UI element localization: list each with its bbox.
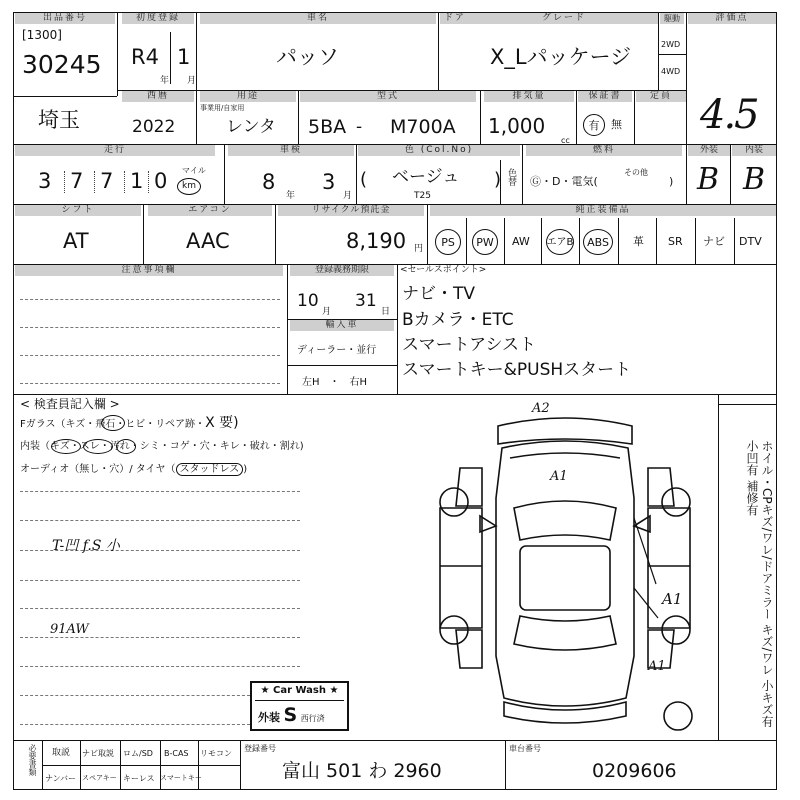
label-usage: 用途: [200, 91, 296, 102]
carwash-stamp: [250, 681, 349, 731]
diagram-mark-a1: A1: [550, 469, 568, 484]
displacement-value: 1,000: [488, 114, 546, 138]
handwritten-note-2: 91AW: [50, 622, 89, 637]
label-capacity: 定員: [636, 91, 686, 102]
year: 2022: [132, 117, 176, 137]
label-recycle: リサイクル預託金: [278, 205, 424, 216]
mileage-digit: 7: [70, 169, 84, 193]
footer-label-required: 必要書類: [28, 744, 37, 776]
drive-4wd: 4WD: [661, 67, 681, 76]
glass-mark: X 要): [205, 415, 239, 431]
recycle-unit: 円: [414, 244, 424, 254]
label-mileage: 走行: [15, 145, 215, 156]
warranty-yes: [583, 114, 605, 136]
shaken-year-unit: 年: [286, 191, 296, 201]
footer-label-spare-key: スペアキー: [82, 774, 117, 782]
label-aircon: エアコン: [148, 205, 272, 216]
prefecture: 埼玉: [38, 108, 80, 132]
tire-text: スタッドレス: [176, 463, 244, 476]
equipment-list: [428, 218, 776, 264]
label-warranty: 保証書: [578, 91, 632, 102]
label-car-name: 車名: [200, 13, 436, 24]
mileage-unit-km: [177, 178, 201, 195]
equip-abs: [583, 229, 613, 255]
interior-circle-3: [116, 439, 136, 454]
import-handle: 左H ・ 右H: [302, 377, 368, 388]
model-sep: -: [356, 117, 363, 137]
deadline-month-unit: 月: [322, 307, 332, 317]
label-notes: 注意事項欄: [15, 265, 283, 276]
shaken-month: 3: [322, 170, 336, 194]
equip-label: エアB: [546, 236, 574, 248]
sales-point-2: Bカメラ・ETC: [402, 310, 514, 330]
label-lot-no: 出品番号: [15, 13, 115, 24]
footer-label-remote: リモコン: [200, 749, 232, 758]
warranty-yes-label: 有: [588, 118, 600, 132]
diagram-mark-a1: A1: [648, 659, 666, 674]
import-type: ディーラー・並行: [297, 345, 377, 356]
equip-ps: [435, 229, 461, 255]
diagram-mark-a2: A2: [532, 401, 550, 416]
label-displacement: 排気量: [484, 91, 574, 102]
footer-label-number: ナンバー: [45, 774, 77, 783]
label-shift: シフト: [15, 205, 141, 216]
footer-label-bcas: B-CAS: [164, 749, 189, 758]
footer-label-keyless: キーレス: [123, 774, 155, 783]
carwash-line: [258, 704, 325, 726]
carwash-prefix: 外装: [258, 711, 280, 724]
diagram-mark-a1: A1: [662, 590, 683, 608]
color-paren-left: (: [360, 169, 368, 190]
usage-note: 事業用/自家用: [200, 104, 245, 112]
car-damage-diagram: [420, 398, 710, 738]
label-shaken: 車検: [228, 145, 354, 156]
sales-points-label: <セールスポイント>: [400, 265, 487, 275]
footer-label-navi-manual: ナビ取説: [82, 749, 114, 758]
first-reg-month: 1: [177, 45, 191, 69]
model-code: M700A: [390, 116, 456, 138]
warranty-no: 無: [611, 118, 622, 131]
audio-close: ): [243, 464, 248, 475]
score-value: 4.5: [700, 92, 758, 138]
shift-value: AT: [63, 229, 89, 253]
km-label: km: [182, 181, 196, 191]
color-paren-right: ): [494, 169, 502, 190]
car-name: パッソ: [276, 45, 339, 69]
color-side-label: 色替: [506, 168, 516, 186]
label-fuel: 燃料: [526, 145, 682, 156]
reg-deadline-day: 31: [355, 291, 377, 311]
inspector-title: < 検査員記入欄 >: [20, 397, 120, 411]
label-reg-deadline: 登録義務期限: [290, 265, 394, 276]
carwash-grade: S: [283, 704, 298, 726]
shaken-month-unit: 月: [343, 191, 353, 201]
month-unit: 月: [187, 76, 197, 86]
handwritten-note-1: T-凹 f.S 小: [52, 538, 120, 554]
label-color: 色 (Col.No): [358, 145, 520, 156]
usage-value: レンタ: [226, 117, 276, 137]
carwash-title: ★ Car Wash ★: [260, 685, 339, 696]
grade: X_Lパッケージ: [490, 45, 632, 69]
glass-circle: [101, 415, 125, 431]
inspector-glass: [20, 416, 239, 432]
recycle-amount: 8,190: [346, 229, 407, 253]
interior-circle-2: [83, 439, 113, 454]
lot-number: 30245: [22, 50, 102, 79]
footer-frame: 0209606: [592, 760, 677, 782]
equip-label: PS: [441, 235, 455, 249]
fuel-close: ): [669, 175, 674, 188]
mileage-digits: [18, 165, 178, 197]
equip-airbag: [546, 229, 574, 255]
label-equipment: 純正装備品: [430, 205, 776, 216]
footer-plate: 富山 501 わ 2960: [282, 760, 442, 782]
label-first-reg: 初度登録: [122, 13, 194, 24]
label-year-type: 西暦: [122, 91, 194, 102]
equip-aw: AW: [512, 235, 530, 248]
label-exterior: 外装: [688, 145, 730, 156]
footer-label-rom-sd: ロム/SD: [123, 749, 153, 758]
deadline-day-unit: 日: [381, 307, 391, 317]
lot-venue-code: [1300]: [22, 28, 62, 42]
year-unit: 年: [160, 76, 170, 86]
sales-point-3: スマートアシスト: [402, 335, 536, 355]
displacement-unit: cc: [561, 136, 570, 145]
mileage-unit-mile: マイル: [182, 166, 206, 175]
fuel-options: Ⓖ・D・電気(: [530, 175, 598, 188]
exterior-grade: B: [697, 162, 720, 197]
footer-plate-label: 登録番号: [244, 744, 276, 753]
sales-point-1: ナビ・TV: [402, 284, 476, 304]
footer-label-smart-key: スマートキー: [160, 774, 202, 782]
equip-label: PW: [476, 235, 494, 249]
label-drive: 駆動: [660, 13, 684, 24]
equip-pw: [472, 229, 498, 255]
mileage-digit: 3: [38, 169, 52, 193]
drive-2wd: 2WD: [661, 40, 681, 49]
equip-dtv: DTV: [739, 235, 762, 248]
fuel-other: その他: [624, 168, 648, 177]
equip-sr: SR: [668, 235, 683, 248]
color-name: ベージュ: [392, 167, 460, 187]
reg-deadline-month: 10: [297, 291, 319, 311]
label-import: 輸入車: [290, 320, 394, 331]
label-model: 型式: [300, 91, 476, 102]
mileage-digit: 0: [154, 169, 168, 193]
mileage-digit: 1: [130, 169, 144, 193]
equip-navi: ナビ: [703, 235, 725, 248]
aircon-value: AAC: [186, 229, 230, 253]
color-code: T25: [414, 191, 431, 201]
equip-label: ABS: [587, 235, 609, 249]
footer-frame-label: 車台番号: [509, 744, 541, 753]
audio-text: オーディオ（無し・穴）/ タイヤ（: [20, 464, 176, 475]
footer-label-manual: 取説: [52, 748, 71, 758]
shaken-year: 8: [262, 170, 276, 194]
label-grade: グレード: [470, 13, 658, 24]
side-legend: ホイル・CPキズ/ワレ/ドアミラー キズ/ワレ 小キズ有 小凹有 補修有: [745, 440, 774, 728]
model-prefix: 5BA: [308, 116, 347, 138]
label-interior: 内装: [732, 145, 776, 156]
inspector-audio: [20, 464, 247, 475]
interior-circle-1: [51, 439, 81, 454]
mileage-digit: 7: [100, 169, 114, 193]
label-score: 評価点: [688, 13, 776, 24]
inspector-interior: 内装（キズ・スレ・汚れ・シミ・コゲ・穴・キレ・破れ・割れ): [20, 441, 304, 452]
label-doors: ドア: [440, 13, 470, 24]
carwash-suffix: 西行済: [300, 714, 325, 723]
equip-leather: 革: [633, 235, 644, 248]
sales-point-4: スマートキー&PUSHスタート: [402, 360, 632, 380]
interior-grade: B: [743, 162, 766, 197]
first-reg-era-year: R4: [131, 45, 159, 69]
glass-text: Fガラス（キズ・飛石・ヒビ・リペア跡・: [20, 419, 206, 430]
